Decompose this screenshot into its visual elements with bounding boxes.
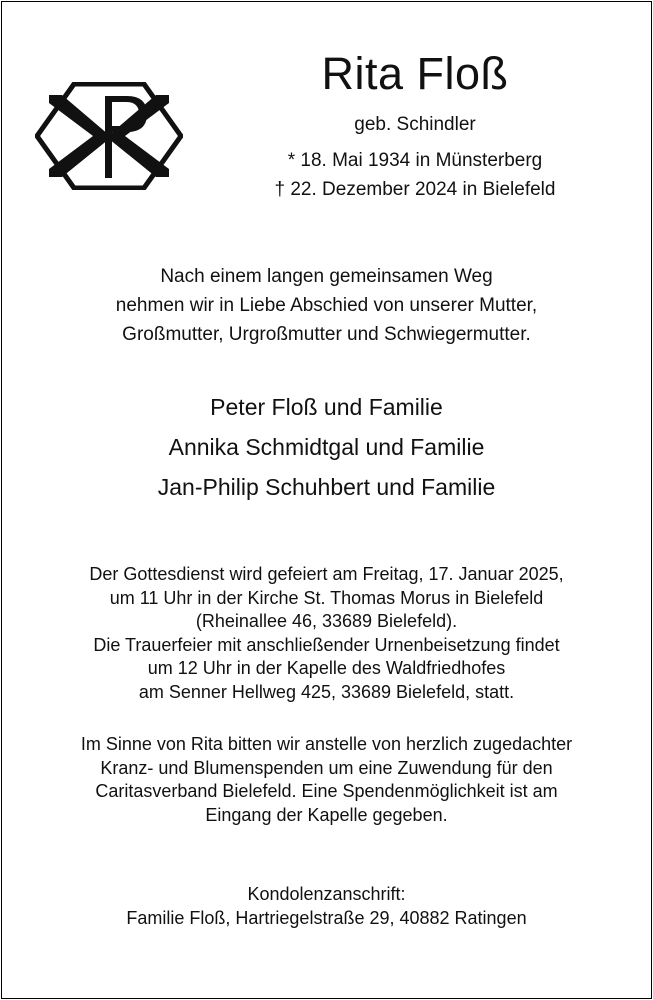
service-line: um 12 Uhr in der Kapelle des Waldfriedhofes [147, 658, 506, 679]
life-dates [240, 146, 590, 204]
donation-line: Im Sinne von Rita bitten wir anstelle von herzlich zugedachter [80, 734, 573, 754]
donation-line: Kranz- und Blumenspenden um eine Zuwendung für den [100, 757, 553, 778]
header [240, 44, 590, 204]
farewell-text [0, 262, 653, 349]
service-line: um 11 Uhr in der Kirche St. Thomas Morus in Bielefeld [109, 587, 544, 608]
farewell-line: Großmutter, Urgroßmutter und Schwiegermutter. [122, 324, 531, 345]
mourner-entry: Jan-Philip Schuhbert und Familie [157, 474, 496, 500]
farewell-line: Nach einem langen gemeinsamen Weg [160, 266, 493, 287]
address-value: Familie Floß, Hartriegelstraße 29, 40882 Ratingen [126, 907, 527, 928]
donation-request [0, 733, 653, 827]
chi-rho-icon [35, 82, 183, 190]
service-line: Die Trauerfeier mit anschließender Urnenbeisetzung findet [93, 634, 560, 655]
address-label: Kondolenzanschrift: [247, 884, 406, 904]
chi-rho-symbol [49, 95, 169, 178]
mourner-entry: Annika Schmidtgal und Familie [168, 434, 485, 460]
service-line: am Senner Hellweg 425, 33689 Bielefeld, statt. [138, 681, 515, 702]
service-line: Der Gottesdienst wird gefeiert am Freitag, 17. Januar 2025, [89, 564, 564, 584]
maiden-name: geb. Schindler [354, 114, 476, 135]
condolence-address [0, 883, 653, 930]
birth-date: * 18. Mai 1934 in Münsterberg [287, 150, 543, 171]
mourner-entry: Peter Floß und Familie [210, 394, 443, 420]
deceased-name: Rita Floß [321, 48, 509, 99]
service-line: (Rheinallee 46, 33689 Bielefeld). [195, 611, 458, 632]
donation-line: Caritasverband Bielefeld. Eine Spendenmöglichkeit ist am [95, 781, 558, 802]
mourners-list [0, 387, 653, 507]
death-date: † 22. Dezember 2024 in Bielefeld [274, 179, 556, 200]
donation-line: Eingang der Kapelle gegeben. [205, 804, 448, 825]
farewell-line: nehmen wir in Liebe Abschied von unserer Mutter, [115, 295, 538, 316]
service-details [0, 563, 653, 705]
